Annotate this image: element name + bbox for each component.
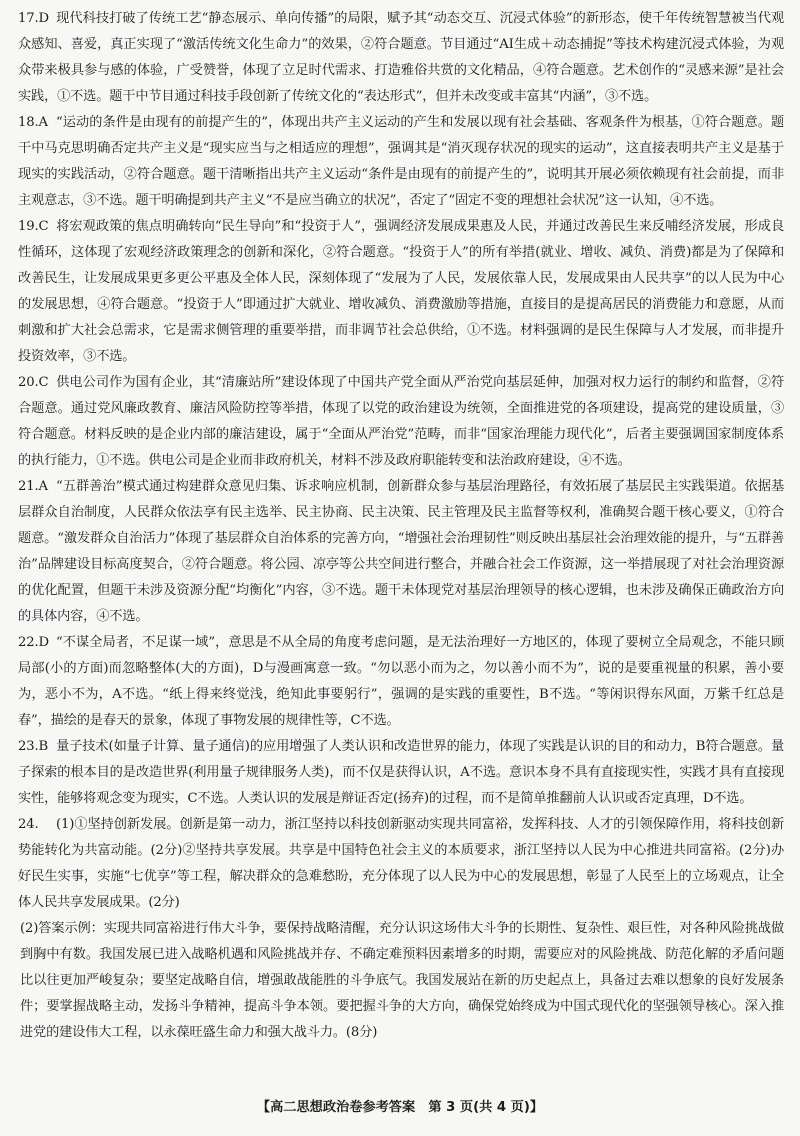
answer-number: 22.D [18, 635, 49, 650]
answer-text: 现代科技打破了传统工艺“静态展示、单向传播”的局限，赋予其“动态交互、沉浸式体验”的新形态，使千年传统智慧被当代观众感知、喜爱，真正实现了“激活传统文化生命力”的效果，②符合题意。节目通过“AI生成＋动态捕捉”等技术构建沉浸式体验，为观众带来极具参与感的体验，广受赞誉，体现了立足时代需求、打造雅俗共赏的文化精品，④符合题意。艺术创作的“灵感来源”是社会实践，①不选。题干中节目通过科技手段创新了传统文化的“表达形式”，但并未改变或丰富其“内涵”，③不选。 [18, 11, 784, 104]
answer-number: 24. [18, 817, 39, 832]
answer-24-part1 [18, 812, 784, 916]
answer-number: 18.A [18, 115, 48, 130]
answer-23 [18, 734, 784, 812]
page-footer: 【高二思想政治卷参考答案 第 3 页(共 4 页)】 [256, 1100, 544, 1115]
answer-content [18, 6, 784, 1046]
answer-21 [18, 474, 784, 630]
answer-number: 20.C [18, 375, 49, 390]
answer-text: 将宏观政策的焦点明确转向“民生导向”和“投资于人”，强调经济发展成果惠及人民，并通过改善民生来反哺经济发展，形成良性循环，这体现了宏观经济政策理念的创新和深化，②符合题意。“投资于人”的所有举措(就业、增收、减负、消费)都是为了保障和改善民生，让发展成果更多更公平惠及全体人民，深刻体现了“发展为了人民，发展依靠人民，发展成果由人民共享”的以人民为中心的发展思想，④符合题意。“投资于人”即通过扩大就业、增收减负、消费激励等措施，直接目的是提高居民的消费能力和意愿，从而刺激和扩大社会总需求，它是需求侧管理的重要举措，而非调节社会总供给，①不选。材料强调的是民生保障与人才发展，而非提升投资效率，③不选。 [18, 219, 784, 364]
answer-20 [18, 370, 784, 474]
answer-22 [18, 630, 784, 734]
answer-text: (1)①坚持创新发展。创新是第一动力，浙江坚持以科技创新驱动实现共同富裕，发挥科技、人才的引领保障作用，将科技创新势能转化为共富动能。(2分)②坚持共享发展。共享是中国特色社会主义的本质要求，浙江坚持以人民为中心推进共同富裕。(2分)办好民生实事，实施“七优享”等工程，解决群众的急难愁盼，充分体现了以人民为中心的发展思想，彰显了人民至上的立场观点，让全体人民共享发展成果。(2分) [18, 817, 784, 910]
answer-text: “五群善治”模式通过构建群众意见归集、诉求响应机制，创新群众参与基层治理路径，有效拓展了基层民主实践渠道。依据基层群众自治制度，人民群众依法享有民主选举、民主协商、民主决策、民主管理及民主监督等权利，准确契合题干核心要义，①符合题意。“激发群众自治活力”体现了基层群众自治体系的完善方向，“增强社会治理韧性”则反映出基层社会治理效能的提升，与“五群善治”品牌建设目标高度契合，②符合题意。将公园、凉亭等公共空间进行整合，并融合社会工作资源，这一举措展现了对社会治理资源的优化配置，但题干未涉及资源分配“均衡化”内容，③不选。题干未体现党对基层治理领导的核心逻辑，也未涉及确保正确政治方向的具体内容，④不选。 [18, 479, 784, 624]
answer-text: “不谋全局者，不足谋一域”，意思是不从全局的角度考虑问题，是无法治理好一方地区的，体现了要树立全局观念，不能只顾局部(小的方面)而忽略整体(大的方面)，D与漫画寓意一致。“勿以恶小而为之，勿以善小而不为”，说的是要重视量的积累，善小要为，恶小不为，A不选。“纸上得来终觉浅，绝知此事要躬行”，强调的是实践的重要性，B不选。“等闲识得东风面，万紫千红总是春”，描绘的是春天的景象，体现了事物发展的规律性等，C不选。 [18, 635, 784, 728]
answer-text: “运动的条件是由现有的前提产生的”，体现出共产主义运动的产生和发展以现有社会基础、客观条件为根基，①符合题意。题干中马克思明确否定共产主义是“现实应当与之相适应的理想”，强调其是“消灭现存状况的现实的运动”，这直接表明共产主义是基于现实的实践活动，②符合题意。题干清晰指出共产主义运动“条件是由现有的前提产生的”，说明其开展必须依赖现有社会前提，而非主观意志，③不选。题干明确提到共产主义“不是应当确立的状况”，否定了“固定不变的理想社会状况”这一认知，④不选。 [18, 115, 784, 208]
answer-18 [18, 110, 784, 214]
answer-number: 17.D [18, 11, 49, 26]
answer-number: 19.C [18, 219, 49, 234]
answer-text: 供电公司作为国有企业，其“清廉站所”建设体现了中国共产党全面从严治党向基层延伸，加强对权力运行的制约和监督，②符合题意。通过党风廉政教育、廉洁风险防控等举措，体现了以党的政治建设为统领，全面推进党的各项建设，提高党的建设质量，③符合题意。材料反映的是企业内部的廉洁建设，属于“全面从严治党”范畴，而非“国家治理能力现代化”，后者主要强调国家制度体系的执行能力，①不选。供电公司是企业而非政府机关，材料不涉及政府职能转变和法治政府建设，④不选。 [18, 375, 784, 468]
answer-17 [18, 6, 784, 110]
answer-19 [18, 214, 784, 370]
answer-text: 量子技术(如量子计算、量子通信)的应用增强了人类认识和改造世界的能力，体现了实践是认识的目的和动力，B符合题意。量子探索的根本目的是改造世界(利用量子规律服务人类)，而不仅是获得认识，A不选。意识本身不具有直接现实性，实践才具有直接现实性，能够将观念变为现实，C不选。人类认识的发展是辩证否定(扬弃)的过程，而不是简单推翻前人认识或否定真理，D不选。 [18, 739, 784, 806]
answer-24-part2: (2)答案示例：实现共同富裕进行伟大斗争，要保持战略清醒，充分认识这场伟大斗争的长期性、复杂性、艰巨性，对各种风险挑战做到胸中有数。我国发展已进入战略机遇和风险挑战并存、不确定难预料因素增多的时期，需要应对的风险挑战、防范化解的矛盾问题比以往更加严峻复杂；要坚定战略自信，增强敢战能胜的斗争底气。我国发展站在新的历史起点上，具备过去难以想象的良好发展条件；要掌握战略主动，发扬斗争精神，提高斗争本领。要把握斗争的大方向，确保党始终成为中国式现代化的坚强领导核心。深入推进党的建设伟大工程，以永葆旺盛生命力和强大战斗力。(8分) [20, 921, 784, 1040]
answer-number: 21.A [18, 479, 48, 494]
answer-number: 23.B [18, 739, 49, 754]
